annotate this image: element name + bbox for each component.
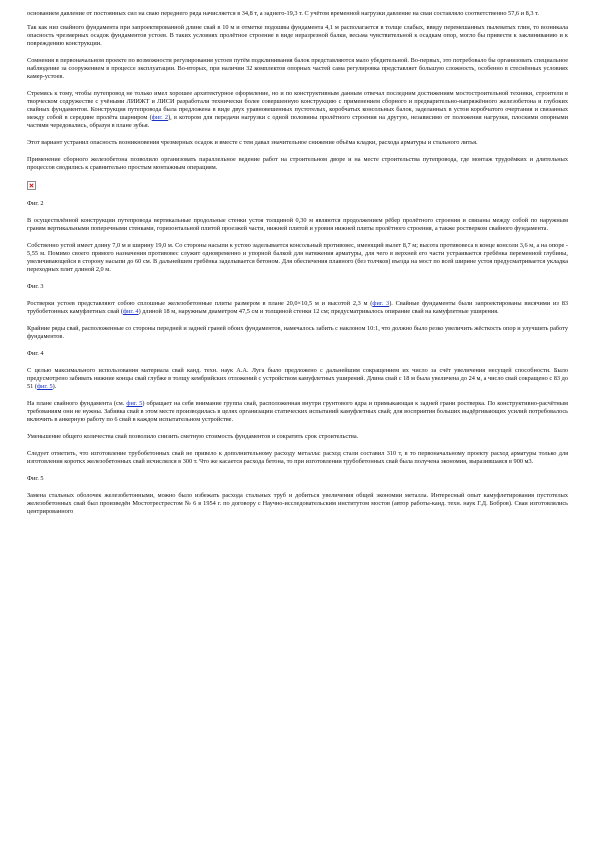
paragraph: Сомнения в первоначальном проекте по возможности регулирования устоев путём подклинивания балок представляются мало убедительной. Во-первых, это потребовало бы организовать специальное наблюдение за сооружением в процессе эксплуатации. Во-вторых, при наличии 32 комплектов опорных частей сама регулировка представляет большую сложность, особенно в стеснённых условиях камер-устоев. <box>27 57 568 80</box>
paragraph-text: С целью максимального использования материала свай канд. техн. наук А.А. Луга было предложено с дальнейшим сокращением их число за счёт увеличения несущей способности. Было предусмотрено забивать нижние концы свай глубже в толщу кембрийских отложений с устройством камуфлетных уширений. Длина свай с 18 м была увеличена до 24 м, а число свай сокращено с 83 до 51 ( <box>27 367 568 390</box>
paragraph: Так как низ свайного фундамента при запроектированной длине свай в 10 м и отметке подошвы фундамента 4,1 м располагается в толще слабых, ввиду перемешанных пылеватых глин, то возникала опасность чрезмерных осадок фундаментов устоев. В таких условиях пролётное строение в виде неразрезной балки, весьма чувствительной к осадкам опор, могло бы привести к заклиниванию и к повреждению конструкции. <box>27 24 568 47</box>
paragraph <box>27 300 568 316</box>
paragraph: Замена стальных оболочек железобетонными, можно было избежать расхода стальных труб и добиться увеличения общей экономии металла. Интересный опыт камуфлетирования пустотелых железобетонных свай был произведён Мостотрестрестом № 6 в 1954 г. по договору с Научно-исследовательским институтом мостов (автор работы-канд. техн. наук Г.Д. Бобров). Сваи изготовлялись центрированного <box>27 492 568 515</box>
paragraph: Этот вариант устранил опасность возникновения чрезмерных осадок и вместе с тем давал значительное снижение объёма кладки, расхода арматуры и стального литья. <box>27 139 478 146</box>
paragraph: Применение сборного железобетона позволило организовать параллельное ведение работ на строительном дворе и на месте строительства путепровода, где монтаж трудоёмких и длительных процессов сводились к сравнительно простым монтажным операциям. <box>27 156 568 171</box>
paragraph-text: Стремясь к тому, чтобы путепровод не только имел хорошее архитектурное оформление, но и по конструктивным данным отвечал последним достижениям мостостроительной техники, строители в творческом содружестве с учёными ЛИИЖТ и ЛИСИ разработали технически более совершенную конструкцию с применением сборного и предварительно-напряжённого железобетона и глубоких свайных фундаментов. Конструкция путепровода была предложена в виде двух уравновешенных пустотелых, коробчатых консольных балок, заделанных в устои коробчатого очертания и связанных между собой в середине пролёта шарниром ( <box>27 90 568 121</box>
paragraph <box>27 90 568 130</box>
paragraph-text: На плане свайного фундамента (см. <box>27 400 127 407</box>
paragraph: Следует отметить, что изготовление трубобетонных свай не привело к дополнительному расходу металла: расход стали составил 310 т, в то первоначальному проекту расход арматуры только для изготовления короткх железобетонных свай исчислялся в 300 т. Что же касается расхода бетона, то при изготовлении трубобетонных свай была получена экономия, выразившаяся в 900 м3. <box>27 450 568 465</box>
paragraph: основанием давление от постоянных сил на сваю переднего ряда начисляется в 34,8 т, а заднего-19,3 т. С учётом временной нагрузки давление на сваи составляло соответственно 57,6 и 8,3 т. <box>27 10 539 17</box>
figure-link-5[interactable]: фиг. 5 <box>36 383 53 390</box>
paragraph: В осуществлённой конструкции путепровода вертикальные продольные стенки устоя толщиной 0,30 м являются продолжением рёбер пролётного строения и связаны между собой по наружным граням вертикальными поперечными стенками, горизонтальной плитой проезжей части, нижней плитой и уровня нижней плиты пролётного строения, а также ростверком свайного фундамента. <box>27 217 568 232</box>
figure-caption-3: Фиг. 3 <box>27 283 44 290</box>
paragraph <box>27 367 568 391</box>
figure-caption-2: Фиг. 2 <box>27 200 44 207</box>
paragraph-text: ) длиной 18 м, наружным диаметром 47,5 см и толщиной стенки 12 см; предусматривалось опирание свай на камуфлетные уширения. <box>138 308 499 315</box>
broken-image-icon <box>27 181 36 190</box>
paragraph: Крайние ряды свай, расположенные со стороны передней и задней граней обоих фундаментов, намечалось забить с наклоном 10:1, что должно было резко увеличить жёсткость опор и улучшить работу фундаментов. <box>27 325 568 340</box>
figure-link-3[interactable]: фиг. 3 <box>372 300 390 307</box>
paragraph: Уменьшение общего количества свай позволило снизить сметную стоимость фундаментов и сократить срок строительства. <box>27 433 359 440</box>
paragraph-text: ). <box>52 383 57 390</box>
paragraph-text: Ростверки устоев представляют собою сплошные железобетонные плиты размером в плане 20,0×10,5 м и высотой 2,3 м ( <box>27 300 373 307</box>
paragraph-text: ) обращает на себя внимание группа свай, расположенная внутри грунтового ядра и примыкающая к задней грани ростверка. По конструктивно-расчётным требованиям они не нужны. Забивка свай в этом месте производилась в целях организации статических испытаний камуфлетных свай; для восприятия больших выдёргивающих усилий потребовалось включить в анкерную работу по 6 свай в каждом испытательном устройстве. <box>27 400 568 423</box>
paragraph-text: ). Свайные фундаменты были запроектированы висячими из 83 трубобетонных камуфлетных свай ( <box>27 300 568 315</box>
figure-link-4[interactable]: фиг. 4 <box>122 308 139 315</box>
paragraph-text: ), в котором для передачи нагрузки с одной половины пролётного строения на другую, независимо от положения нагрузки, плоскими опорными частями чередовались, образуя в плане зубья. <box>27 114 569 129</box>
figure-caption-5: Фиг. 5 <box>27 475 44 482</box>
figure-link-5[interactable]: фиг. 5 <box>126 400 143 407</box>
paragraph: Собственно устой имеет длину 7,0 м и ширину 19,0 м. Со стороны насыпи к устою заделывается консольный противовес, имеющий вылет 8,7 м; высота противовеса в конце консоли 3,6 м, а на опоре - 5,55 м. Помимо своего прямого назначения противовес служит одновременно и упорной балкой для натяжения арматуры, для чего в верхней его части устраивается гребёнка переменной глубины, увеличивающейся в сторону насыпи до 60 см. В дальнейшем гребёнка заделывается бетоном. Для обеспечения плавного (без толчков) въезда на мост по всей ширине устоя предусматривается укладка переходных плит длиной 2,0 м. <box>27 242 568 273</box>
figure-caption-4: Фиг. 4 <box>27 350 44 357</box>
figure-link-2[interactable]: фиг. 2 <box>151 114 169 121</box>
paragraph <box>27 400 568 424</box>
